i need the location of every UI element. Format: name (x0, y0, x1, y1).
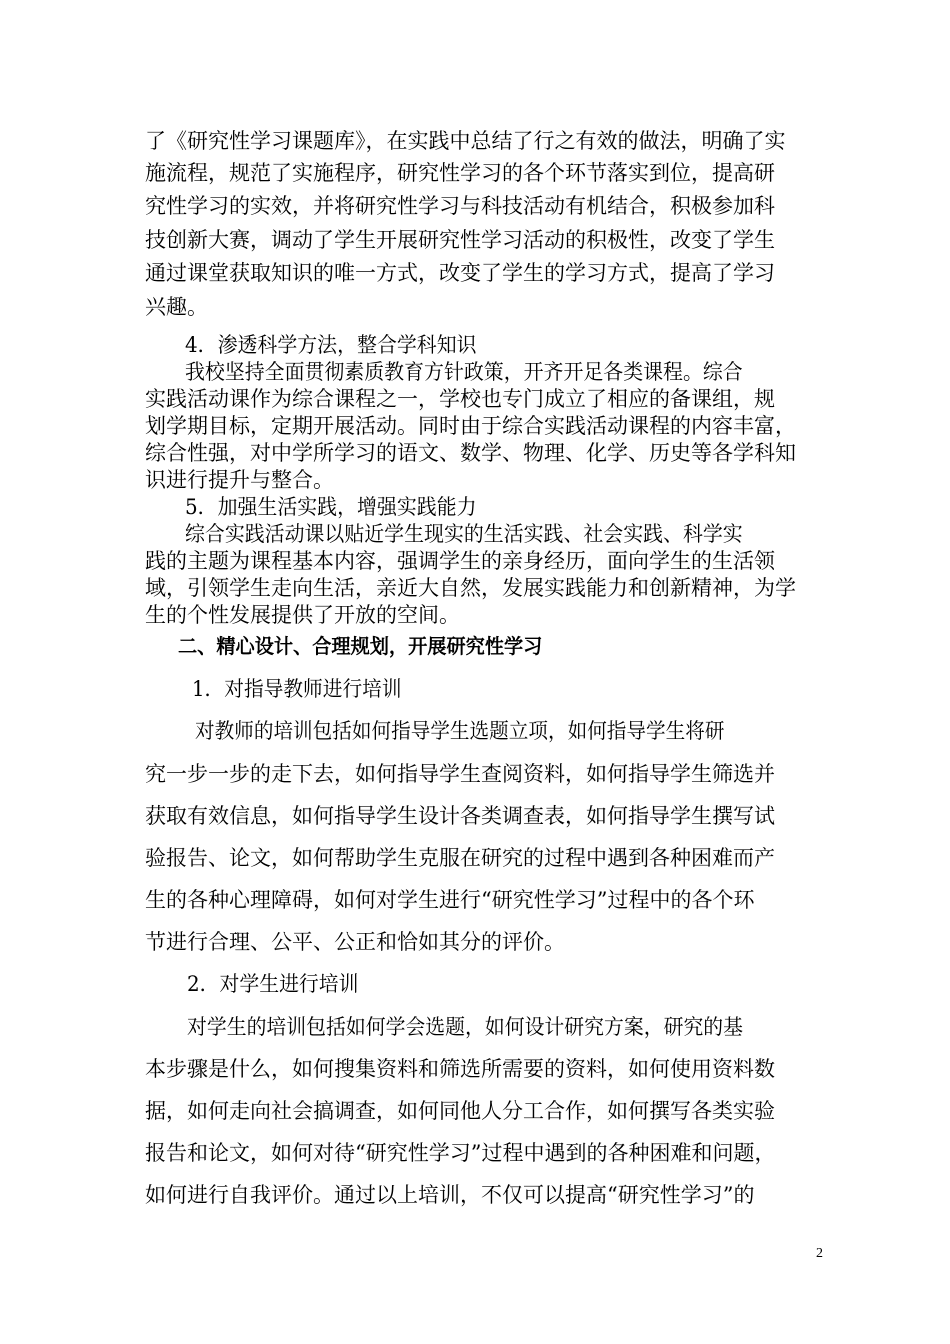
subheading-1: 1．对指导教师进行培训 (192, 677, 402, 701)
body-line: 报告和论文，如何对待“研究性学习”过程中遇到的各种困难和问题， (145, 1141, 776, 1165)
body-line: 验报告、论文，如何帮助学生克服在研究的过程中遇到各种困难而产 (145, 846, 775, 870)
body-line: 兴趣。 (145, 295, 208, 319)
body-line: 究性学习的实效，并将研究性学习与科技活动有机结合，积极参加科 (145, 194, 775, 218)
subheading-5: 5．加强生活实践，增强实践能力 (185, 495, 477, 519)
body-line: 综合性强，对中学所学习的语文、数学、物理、化学、历史等各学科知 (145, 441, 796, 465)
body-line: 综合实践活动课以贴近学生现实的生活实践、社会实践、科学实 (185, 522, 743, 546)
body-line: 通过课堂获取知识的唯一方式，改变了学生的学习方式，提高了学习 (145, 261, 775, 285)
subheading-2: 2．对学生进行培训 (187, 972, 359, 996)
section-heading-2: 二、精心设计、合理规划，开展研究性学习 (178, 634, 543, 658)
body-line: 本步骤是什么，如何搜集资料和筛选所需要的资料，如何使用资料数 (145, 1057, 775, 1081)
page-number: 2 (816, 1246, 823, 1261)
body-line: 对学生的培训包括如何学会选题，如何设计研究方案，研究的基 (187, 1015, 744, 1039)
body-line: 究一步一步的走下去，如何指导学生查阅资料，如何指导学生筛选并 (145, 762, 775, 786)
body-line: 据，如何走向社会搞调查，如何同他人分工合作，如何撰写各类实验 (145, 1099, 775, 1123)
body-line: 了《研究性学习课题库》，在实践中总结了行之有效的做法，明确了实 (145, 129, 786, 153)
body-line: 如何进行自我评价。通过以上培训，不仅可以提高“研究性学习”的 (145, 1183, 755, 1207)
body-line: 获取有效信息，如何指导学生设计各类调查表，如何指导学生撰写试 (145, 804, 775, 828)
body-line: 实践活动课作为综合课程之一，学校也专门成立了相应的备课组，规 (145, 387, 775, 411)
body-line: 识进行提升与整合。 (145, 468, 334, 492)
subheading-4: 4．渗透科学方法，整合学科知识 (185, 333, 477, 357)
body-line: 我校坚持全面贯彻素质教育方针政策，开齐开足各类课程。综合 (185, 360, 743, 384)
body-line: 践的主题为课程基本内容，强调学生的亲身经历，面向学生的生活领 (145, 549, 775, 573)
body-line: 对教师的培训包括如何指导学生选题立项，如何指导学生将研 (195, 719, 725, 743)
body-line: 技创新大赛，调动了学生开展研究性学习活动的积极性，改变了学生 (145, 228, 775, 252)
body-line: 域，引领学生走向生活，亲近大自然，发展实践能力和创新精神，为学 (145, 576, 796, 600)
body-line: 施流程，规范了实施程序，研究性学习的各个环节落实到位，提高研 (145, 161, 775, 185)
body-line: 生的各种心理障碍，如何对学生进行“研究性学习”过程中的各个环 (145, 888, 755, 912)
body-line: 生的个性发展提供了开放的空间。 (145, 603, 460, 627)
body-line: 划学期目标，定期开展活动。同时由于综合实践活动课程的内容丰富， (145, 414, 796, 438)
body-line: 节进行合理、公平、公正和恰如其分的评价。 (145, 930, 565, 954)
